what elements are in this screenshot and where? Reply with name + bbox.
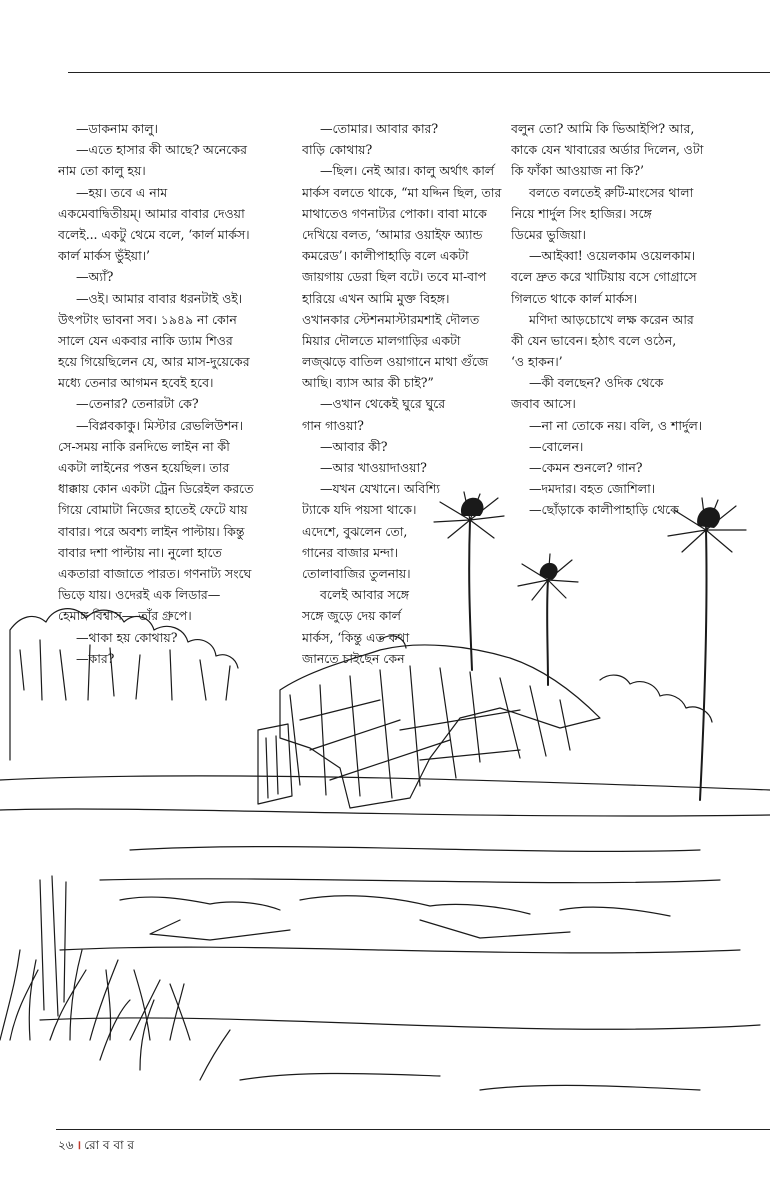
- text-line: কী যেন ভাবেন। হঠাৎ বলে ওঠেন,: [511, 332, 677, 348]
- text-line: জায়গায় ডেরা ছিল বটে। তবে মা-বাপ: [302, 269, 487, 285]
- text-line: দেখিয়ে বলত, ‘আমার ওয়াইফ অ্যান্ড: [302, 226, 483, 242]
- text-line: গানের বাজার মন্দা।: [302, 544, 399, 560]
- text-line: নিয়ে শার্দুল সিং হাজির। সঙ্গে: [511, 205, 652, 221]
- text-line: জানতে চাইছেন কেন: [302, 650, 405, 666]
- text-line: তোলাবাজির তুলনায়।: [302, 565, 411, 581]
- text-line: —হয়। তবে এ নাম: [76, 184, 168, 200]
- text-line: হারিয়ে এখন আমি মুক্ত বিহঙ্গ।: [302, 290, 450, 306]
- foreground-grass: [0, 876, 700, 1090]
- text-line: —ওখান থেকেই ঘুরে ঘুরে: [320, 396, 446, 412]
- magazine-name: রো ব বা র: [84, 1138, 135, 1152]
- text-line: —ওই। আমার বাবার ধরনটাই ওই।: [76, 290, 243, 306]
- palm-tree-left: [434, 492, 504, 670]
- background-trees: [10, 609, 712, 760]
- text-line: —অ্যাঁ?: [76, 269, 114, 285]
- text-line: —তোমার। আবার কার?: [320, 121, 439, 136]
- text-line: মণিদা আড়চোখে লক্ষ করেন আর: [529, 311, 694, 327]
- text-line: —আইব্বা! ওয়েলকাম ওয়েলকাম।: [529, 248, 696, 264]
- crop-patches: [120, 896, 670, 940]
- text-line: লজ্‌ঝড়ে বাতিল ওয়াগানে মাথা গুঁজে: [302, 354, 489, 370]
- text-line: —দমদার। বহত জোশিলা।: [529, 481, 656, 497]
- text-line: —বোলেন।: [529, 438, 584, 454]
- footer-separator: ।: [76, 1138, 82, 1152]
- text-line: মাথাতেও গণনাট্যর পোকা। বাবা মাকে: [302, 205, 487, 221]
- text-line: বাবার। পরে অবশ্য লাইন পাল্টায়। কিন্তু: [58, 523, 245, 539]
- text-line: গিলতে থাকে কার্ল মার্কস।: [511, 290, 638, 306]
- field-lines: [0, 776, 770, 1029]
- text-line: বলুন তো? আমি কি ভিআইপি? আর,: [511, 121, 695, 136]
- text-line: বলেই... একটু থেমে বলে, ‘কার্ল মার্কস।: [58, 226, 250, 242]
- text-line: —কী বলছেন? ওদিক থেকে: [529, 375, 664, 391]
- bottom-rule: [56, 1129, 770, 1130]
- text-line: ধাক্কায় কোন একটা ট্রেন ডিরেইল করতে: [58, 481, 254, 497]
- text-line: হয়ে গিয়েছিলেন যে, আর মাস-দুয়েকের: [58, 354, 250, 370]
- text-line: —কেমন শুনলে? গান?: [529, 460, 643, 475]
- text-line: —ছোঁড়াকে কালীপাহাড়ি থেকে: [529, 502, 679, 518]
- text-line: গিয়ে বোমাটা নিজের হাতেই ফেটে যায়: [58, 502, 248, 518]
- text-line: —এতে হাসার কী আছে? অনেকের: [76, 142, 247, 158]
- text-line: —না না তোকে নয়। বলি, ও শার্দুল।: [529, 417, 703, 433]
- text-line: বাড়ি কোথায়?: [302, 142, 373, 158]
- text-line: গান গাওয়া?: [302, 417, 364, 433]
- text-line: উৎপটাং ভাবনা সব। ১৯৪৯ না কোন: [58, 311, 237, 327]
- text-line: —আর খাওয়াদাওয়া?: [320, 460, 427, 475]
- text-line: ‘ও হাকন।’: [511, 354, 563, 370]
- text-line: ট্যাকে যদি পয়সা থাকে।: [302, 502, 417, 518]
- text-line: মিয়ার দৌলতে মালগাড়ির একটা: [302, 332, 461, 348]
- text-line: কি ফাঁকা আওয়াজ না কি?’: [511, 163, 644, 179]
- text-line: —যখন যেখানে। অবিশ্যি: [320, 481, 440, 497]
- text-line: এদেশে, বুঝলেন তো,: [302, 523, 408, 539]
- text-line: হেমাঙ্গ বিশ্বাস— তাঁর গ্রুপে।: [58, 608, 192, 624]
- text-line: ভিড়ে যায়। ওদেরই এক লিডার—: [58, 587, 221, 603]
- text-line: ওখানকার স্টেশনমাস্টারমশাই দৌলত: [302, 311, 480, 327]
- text-line: সে-সময় নাকি রনদিভে লাইন না কী: [58, 438, 230, 454]
- text-line: সালে যেন একবার নাকি ড্যাম শিওর: [58, 332, 233, 348]
- text-line: মার্কস বলতে থাকে, “মা যদ্দিন ছিল, তার: [302, 184, 502, 200]
- text-line: কার্ল মার্কস ভুঁইয়া।’: [58, 248, 150, 264]
- text-line: বলেই আবার সঙ্গে: [320, 587, 410, 603]
- text-line: একটা লাইনের পত্তন হয়েছিল। তার: [58, 460, 230, 475]
- text-line: —থাকা হয় কোথায়?: [76, 629, 178, 645]
- text-line: জবাব আসে।: [511, 396, 576, 412]
- text-line: বলতে বলতেই রুটি-মাংসের থালা: [529, 184, 694, 200]
- text-line: সঙ্গে জুড়ে দেয় কার্ল: [302, 608, 401, 624]
- text-line: মধ্যে তেনার আগমন হবেই হবে।: [58, 375, 214, 391]
- palm-tree-right: [668, 498, 746, 800]
- page-footer: [58, 1136, 134, 1157]
- text-line: —ডাকনাম কালু।: [76, 121, 158, 136]
- text-line: মার্কস, ‘কিন্তু এত কথা: [302, 629, 410, 645]
- top-rule: [68, 72, 770, 73]
- text-line: আছি। ব্যাস আর কী চাই?”: [302, 375, 434, 391]
- text-line: বলে দ্রুত করে খাটিয়ায় বসে গোগ্রাসে: [511, 269, 697, 285]
- page-number: ২৬: [58, 1138, 74, 1152]
- text-line: —তেনার? তেনারটা কে?: [76, 396, 199, 412]
- text-line: —আবার কী?: [320, 438, 388, 454]
- text-line: নাম তো কালু হয়।: [58, 163, 146, 179]
- text-line: —কার?: [76, 650, 115, 666]
- text-line: বাবার দশা পাল্টায় না। নুলো হাতে: [58, 544, 222, 560]
- text-line: ডিমের ভুজিয়া।: [511, 226, 586, 242]
- text-line: একমেবাদ্বিতীয়ম্। আমার বাবার দেওয়া: [58, 205, 245, 221]
- text-line: একতারা বাজাতে পারত। গণনাট্য সংঘে: [58, 565, 252, 581]
- village-hut-illustration: [0, 480, 770, 1120]
- text-line: —ছিল। নেই আর। কালু অর্থাৎ কার্ল: [320, 163, 495, 179]
- text-line: কমরেড’। কালীপাহাড়ি বলে একটা: [302, 248, 469, 264]
- text-line: —বিপ্লবকাকু। মিস্টার রেভলিউশন।: [76, 417, 243, 433]
- text-line: কাকে যেন খাবারের অর্ডার দিলেন, ওটা: [511, 142, 704, 158]
- text-column-3: [511, 118, 765, 521]
